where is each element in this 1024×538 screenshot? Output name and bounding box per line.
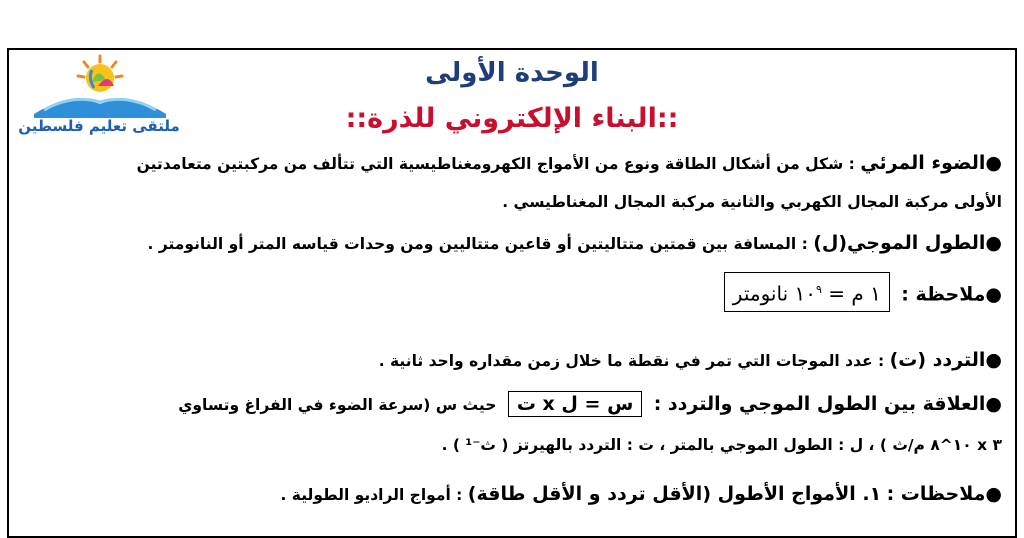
speed-row [442, 436, 1002, 454]
light-def-2: الأولى مركبة المجال الكهربي والثانية مركبة المجال المغناطيسي . [502, 193, 1002, 211]
light-definition-cont [502, 193, 1002, 211]
relation-row [178, 393, 1002, 415]
notes-item1-def: : أمواج الراديو الطولية . [280, 486, 463, 504]
note-box-sup: ٩ [815, 283, 822, 296]
note-row [718, 272, 1002, 312]
unit-title: الوحدة الأولى [425, 58, 599, 88]
notes-row [281, 483, 1002, 505]
note-box [724, 272, 890, 312]
relation-term: ●العلاقة بين الطول الموجي والتردد : [653, 393, 1002, 415]
wavelength-term: ●الطول الموجي(ل) [813, 232, 1002, 254]
frequency-definition [379, 349, 1002, 371]
relation-formula: س = ل x ت [508, 391, 642, 417]
lesson-title: ::البناء الإلكتروني للذرة:: [345, 103, 679, 134]
note-box-right: نانومتر [732, 281, 789, 306]
note-term: ●ملاحظة : [901, 283, 1002, 306]
notes-item1: ١. الأمواج الأطول (الأقل تردد و الأقل طاقة) [467, 483, 882, 505]
light-definition [137, 152, 1002, 174]
light-term: ●الضوء المرئي [860, 152, 1002, 174]
logo-text: ملتقى تعليم فلسطين [18, 117, 180, 135]
wavelength-def: : المسافة بين قمتين متتاليتين أو قاعين متتاليين ومن وحدات قياسه المتر أو النانومتر . [147, 235, 808, 253]
relation-def: حيث س (سرعة الضوء في الفراغ وتساوي [178, 396, 497, 414]
note-box-left: ١ م = ١٠ [794, 281, 881, 306]
frequency-term: ●التردد (ت) [889, 349, 1002, 371]
speed-line: ٣ x ١٠^٨ م/ث ) ، ل : الطول الموجي بالمتر ، ت : التردد بالهيرتز ( ث⁻¹ ) . [441, 436, 1002, 454]
notes-term: ●ملاحظات : [886, 483, 1002, 505]
light-def: : شكل من أشكال الطاقة ونوع من الأمواج الكهرومغناطيسية التي تتألف من مركبتين متعامدتين [136, 155, 855, 173]
frequency-def: : عدد الموجات التي تمر في نقطة ما خلال زمن مقداره واحد ثانية . [378, 352, 885, 370]
wavelength-definition [148, 232, 1002, 254]
